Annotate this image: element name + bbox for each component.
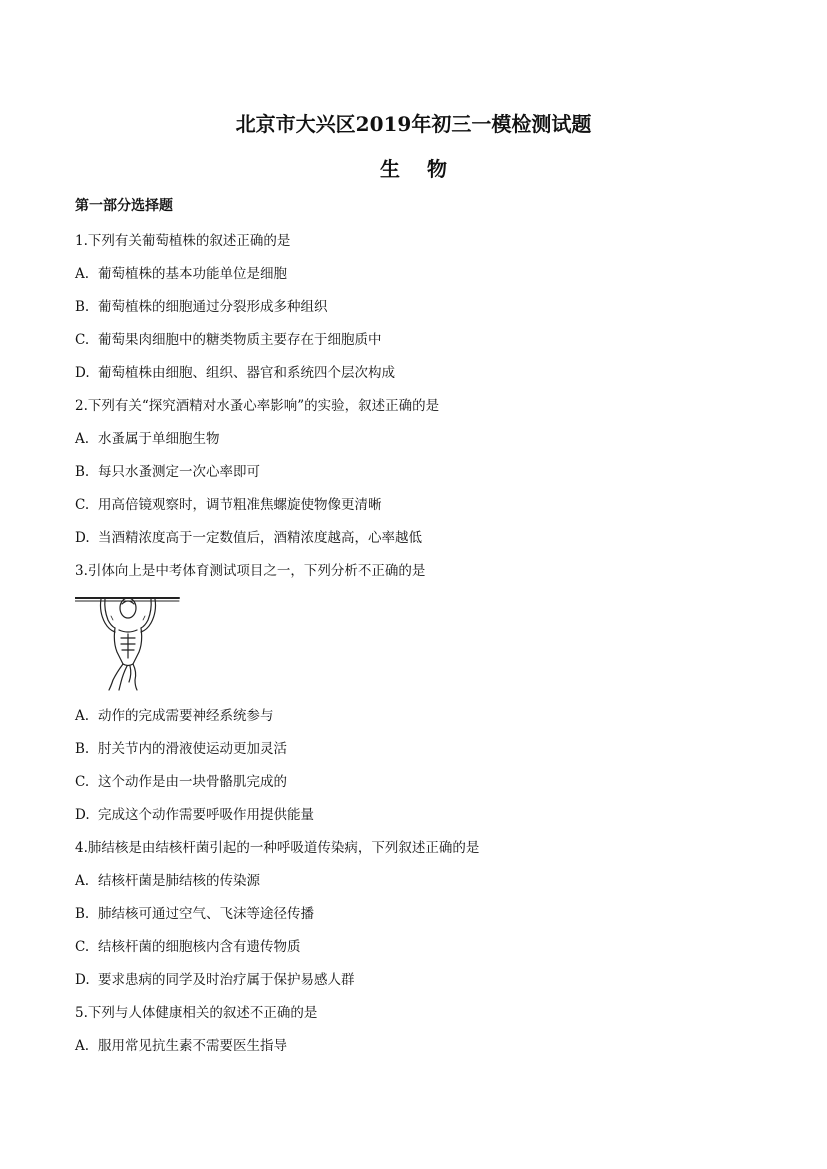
q3-option-a: A. 动作的完成需要神经系统参与 (75, 708, 274, 724)
q3-option-d: D. 完成这个动作需要呼吸作用提供能量 (75, 807, 314, 823)
q4-option-d: D. 要求患病的同学及时治疗属于保护易感人群 (75, 972, 355, 988)
q2-option-c: C. 用高倍镜观察时，调节粗准焦螺旋使物像更清晰 (75, 497, 382, 513)
question-2-stem: 2.下列有关“探究酒精对水蚤心率影响”的实验，叙述正确的是 (75, 398, 440, 414)
question-1-stem: 1.下列有关葡萄植株的叙述正确的是 (75, 233, 291, 249)
section-heading: 第一部分选择题 (75, 198, 173, 214)
q2-option-b: B. 每只水蚤测定一次心率即可 (75, 464, 260, 480)
q1-option-d: D. 葡萄植株由细胞、组织、器官和系统四个层次构成 (75, 365, 395, 381)
q4-option-c: C. 结核杆菌的细胞核内含有遗传物质 (75, 939, 301, 955)
q2-option-d: D. 当酒精浓度高于一定数值后，酒精浓度越高，心率越低 (75, 530, 422, 546)
q4-option-a: A. 结核杆菌是肺结核的传染源 (75, 873, 260, 889)
q2-option-a: A. 水蚤属于单细胞生物 (75, 431, 220, 447)
q3-option-b: B. 肘关节内的滑液使运动更加灵活 (75, 741, 287, 757)
q1-option-a: A. 葡萄植株的基本功能单位是细胞 (75, 266, 287, 282)
subject-title: 生 物 (380, 157, 457, 181)
q3-option-c: C. 这个动作是由一块骨骼肌完成的 (75, 774, 287, 790)
question-4-stem: 4.肺结核是由结核杆菌引起的一种呼吸道传染病，下列叙述正确的是 (75, 840, 480, 856)
q4-option-b: B. 肺结核可通过空气、飞沫等途径传播 (75, 906, 314, 922)
question-5-stem: 5.下列与人体健康相关的叙述不正确的是 (75, 1005, 318, 1021)
page-title: 北京市大兴区2019年初三一模检测试题 (235, 112, 592, 136)
q5-option-a: A. 服用常见抗生素不需要医生指导 (75, 1038, 287, 1054)
question-3-stem: 3.引体向上是中考体育测试项目之一，下列分析不正确的是 (75, 563, 426, 579)
q1-option-c: C. 葡萄果肉细胞中的糖类物质主要存在于细胞质中 (75, 332, 382, 348)
q1-option-b: B. 葡萄植株的细胞通过分裂形成多种组织 (75, 299, 328, 315)
pull-up-illustration (75, 590, 181, 692)
